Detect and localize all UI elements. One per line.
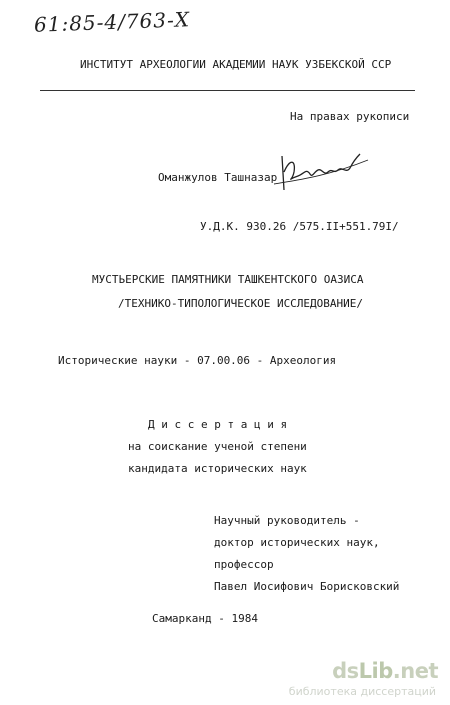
udk-code: У.Д.К. 930.26 /575.II+551.79I/: [200, 220, 399, 233]
institute-name: ИНСТИТУТ АРХЕОЛОГИИ АКАДЕМИИ НАУК УЗБЕКСКОЙ ССР: [80, 58, 392, 71]
degree-line-2: кандидата исторических наук: [128, 462, 307, 475]
supervisor-role: Научный руководитель -: [214, 514, 360, 527]
handwritten-archive-code: 61:85-4/763-Х: [33, 7, 191, 37]
specialty: Исторические науки - 07.00.06 - Археология: [58, 354, 337, 367]
city-year: Самарканд - 1984: [152, 612, 258, 625]
author-signature: [268, 150, 378, 198]
supervisor-name: Павел Иосифович Борисковский: [214, 580, 400, 593]
author-name: Оманжулов Ташназар: [158, 171, 278, 184]
supervisor-degree: доктор исторических наук,: [214, 536, 380, 549]
watermark-logo: [332, 659, 438, 683]
watermark-subtitle: библиотека диссертаций: [288, 685, 436, 698]
manuscript-note: На правах рукописи: [290, 110, 410, 123]
title-line-1: МУСТЬЕРСКИЕ ПАМЯТНИКИ ТАШКЕНТСКОГО ОАЗИСА: [92, 273, 364, 286]
watermark-net: .net: [392, 659, 438, 683]
title-line-2: /ТЕХНИКО-ТИПОЛОГИЧЕСКОЕ ИССЛЕДОВАНИЕ/: [118, 297, 364, 310]
watermark-lib: Lib: [358, 659, 393, 683]
dissertation-label: Д и с с е р т а ц и я: [148, 418, 288, 431]
divider-line: [40, 90, 415, 91]
degree-line-1: на соискание ученой степени: [128, 440, 307, 453]
watermark-ds: ds: [332, 659, 359, 683]
supervisor-title: профессор: [214, 558, 274, 571]
